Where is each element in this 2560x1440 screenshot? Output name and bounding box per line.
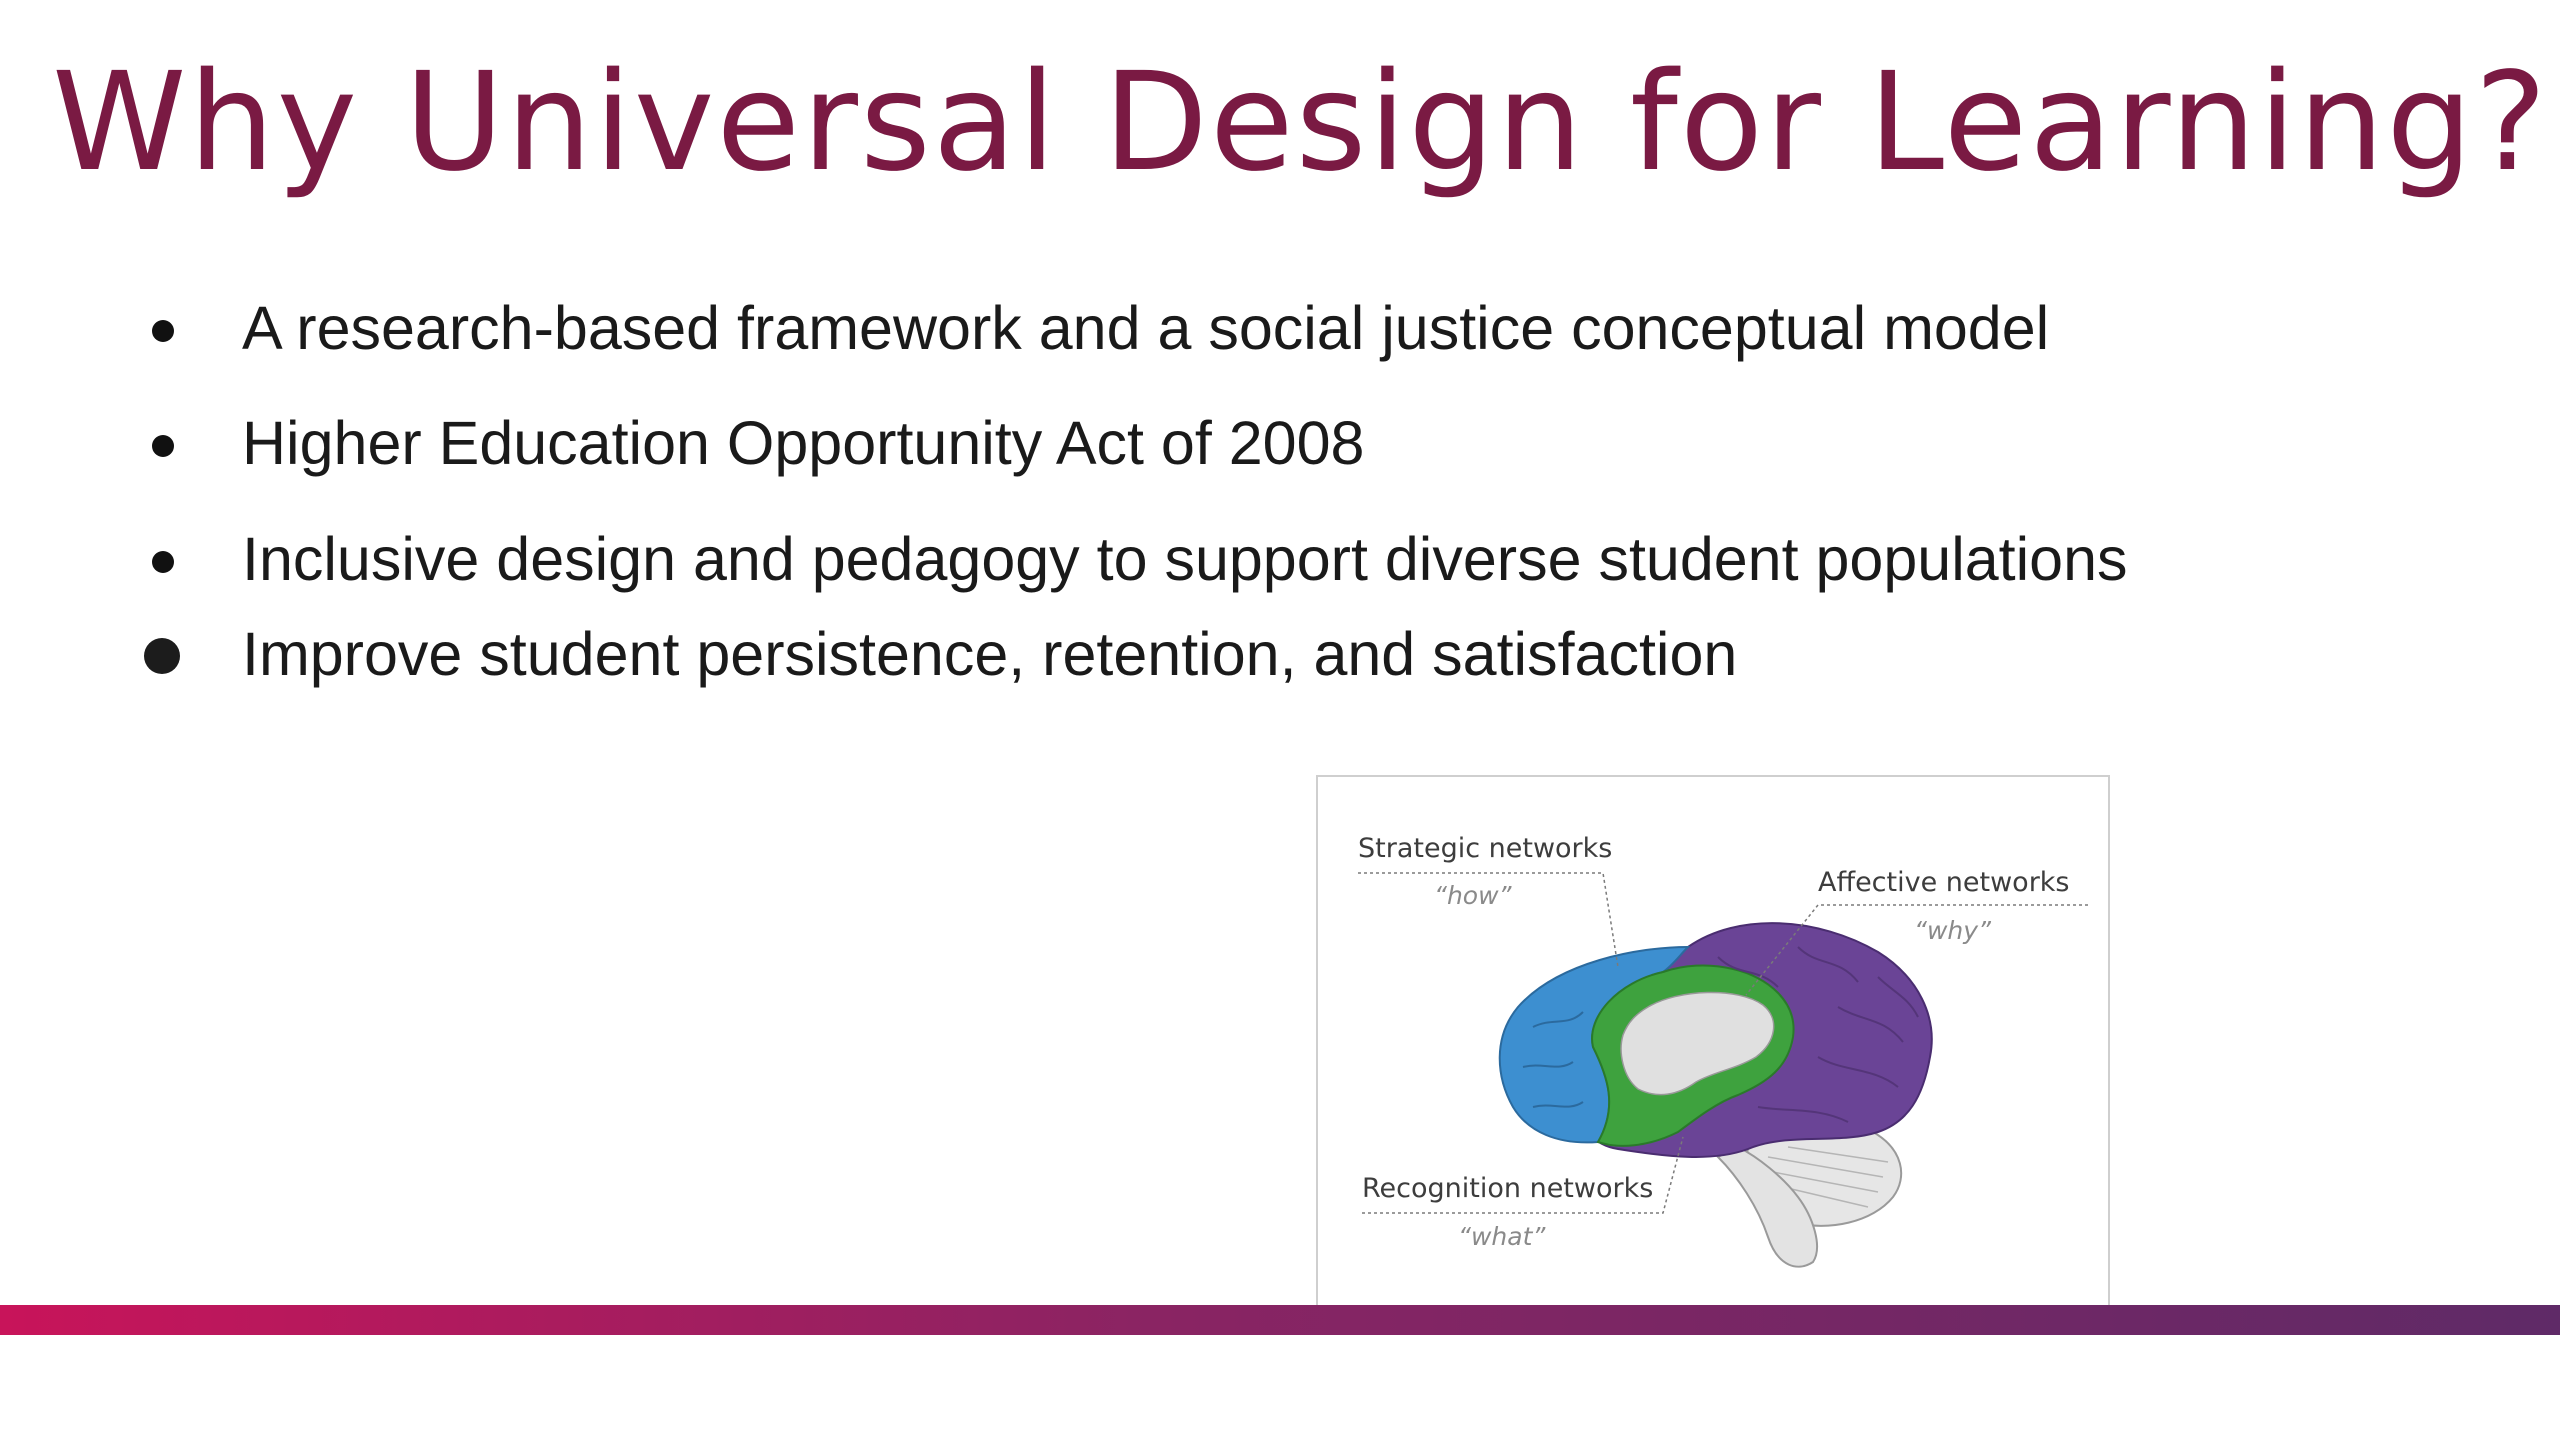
bullet-item (140, 614, 2440, 694)
bullet-dot-icon (152, 320, 174, 342)
affective-networks-sublabel: “why” (1914, 916, 1991, 945)
bullet-item (140, 403, 2440, 483)
bullet-text: Inclusive design and pedagogy to support diverse student populations (242, 525, 2128, 593)
footer-gradient-bar (0, 1305, 2560, 1335)
bullet-dot-icon (144, 638, 180, 674)
strategic-networks-label: Strategic networks (1358, 833, 1613, 864)
recognition-networks-sublabel: “what” (1458, 1222, 1546, 1251)
bullet-text: A research-based framework and a social justice conceptual model (242, 294, 2050, 362)
bullet-text: Higher Education Opportunity Act of 2008 (242, 409, 1365, 477)
strategic-networks-sublabel: “how” (1434, 881, 1512, 910)
recognition-networks-label: Recognition networks (1362, 1173, 1654, 1204)
bullet-dot-icon (152, 435, 174, 457)
bullet-text: Improve student persistence, retention, and satisfaction (242, 620, 1738, 688)
slide-title: Why Universal Design for Learning? (52, 44, 2549, 202)
bullet-item (140, 519, 2440, 599)
brain-networks-figure (1316, 775, 2110, 1305)
bullet-dot-icon (152, 551, 174, 573)
affective-networks-label: Affective networks (1818, 867, 2070, 898)
bullet-item (140, 288, 2440, 368)
